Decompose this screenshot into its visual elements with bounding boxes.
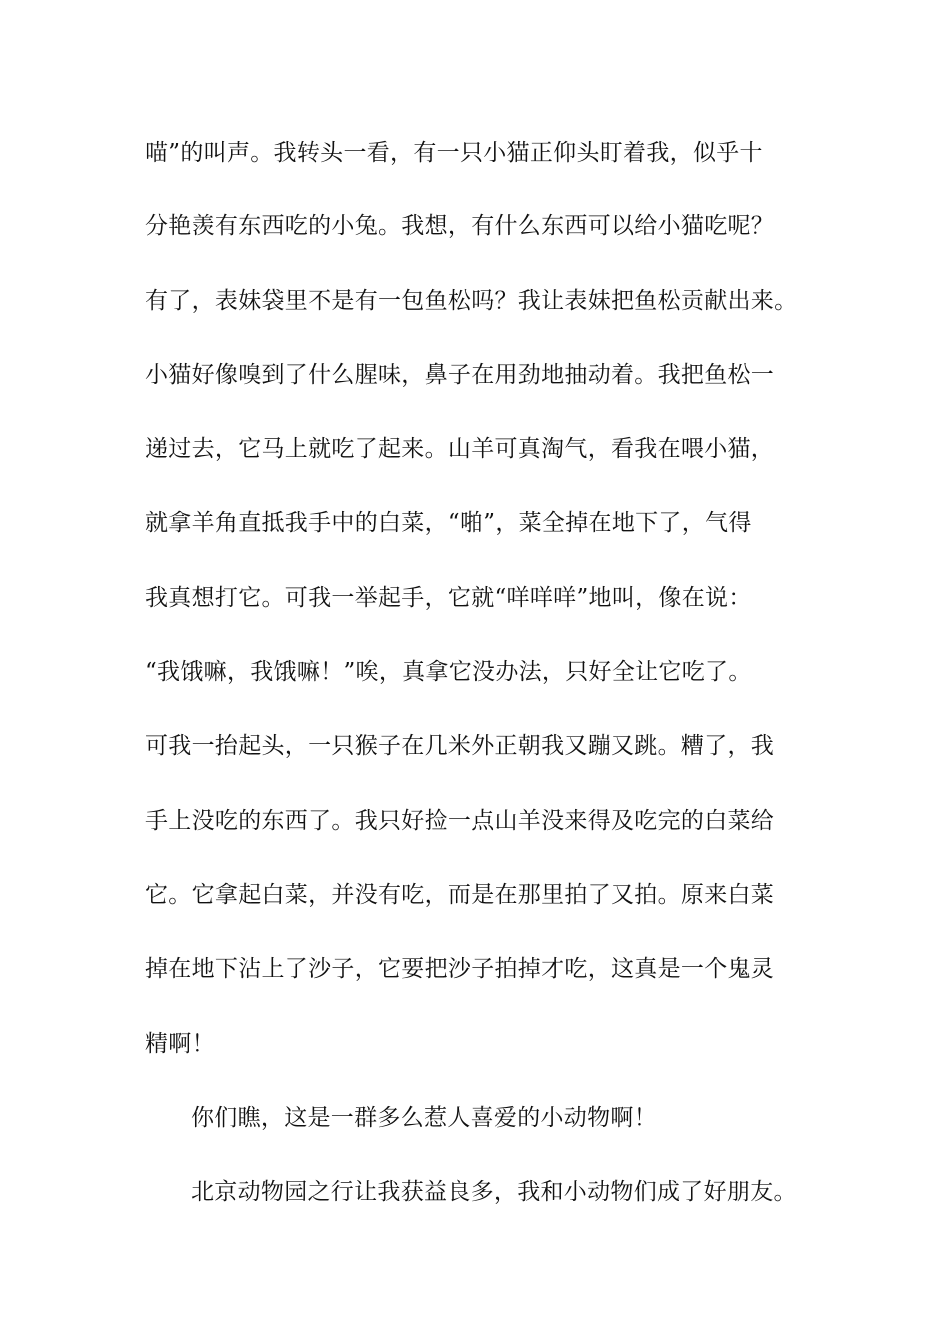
paragraph-line: 喵”的叫声。我转头一看，有一只小猫正仰头盯着我，似乎十 [145,140,763,166]
paragraph-line: 精啊！ [145,1031,215,1057]
paragraph-line: 递过去，它马上就吃了起来。山羊可真淘气，看我在喂小猫， [145,436,775,462]
paragraph-line: 小猫好像嗅到了什么腥味，鼻子在用劲地抽动着。我把鱼松一 [145,362,775,388]
paragraph-line: 北京动物园之行让我获益良多，我和小动物们成了好朋友。 [191,1179,797,1205]
paragraph-line: 掉在地下沾上了沙子，它要把沙子拍掉才吃，这真是一个鬼灵 [145,956,775,982]
paragraph-line: 分艳羡有东西吃的小兔。我想，有什么东西可以给小猫吃呢？ [145,213,775,239]
paragraph-line: 就拿羊角直抵我手中的白菜，“啪”，菜全掉在地下了，气得 [145,510,752,536]
paragraph-line: 有了，表妹袋里不是有一包鱼松吗？我让表妹把鱼松贡献出来。 [145,288,798,314]
paragraph-line: 我真想打它。可我一举起手，它就“咩咩咩”地叫，像在说： [145,585,752,611]
paragraph-line: 可我一抬起头，一只猴子在几米外正朝我又蹦又跳。糟了，我 [145,733,775,759]
paragraph-line: 手上没吃的东西了。我只好捡一点山羊没来得及吃完的白菜给 [145,808,775,834]
paragraph-line: 你们瞧，这是一群多么惹人喜爱的小动物啊！ [191,1105,657,1131]
paragraph-line: “我饿嘛，我饿嘛！”唉，真拿它没办法，只好全让它吃了。 [145,659,752,685]
paragraph-line: 它。它拿起白菜，并没有吃，而是在那里拍了又拍。原来白菜 [145,882,775,908]
